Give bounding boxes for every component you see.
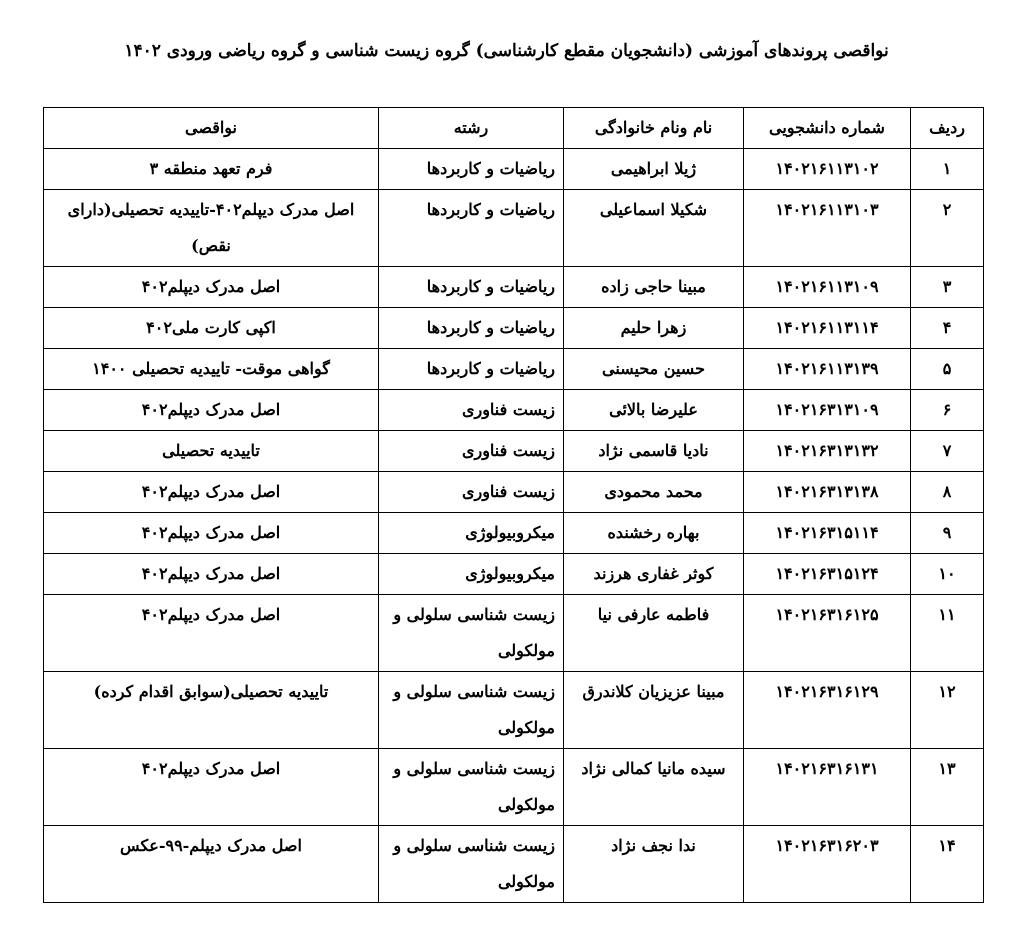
cell-student-id: ۱۴۰۲۱۶۱۱۳۱۳۹ — [744, 349, 911, 390]
cell-issue: تاییدیه تحصیلی — [44, 431, 379, 472]
cell-student-id: ۱۴۰۲۱۶۳۱۶۱۳۱ — [744, 749, 911, 826]
cell-issue: گواهی موقت- تاییدیه تحصیلی ۱۴۰۰ — [44, 349, 379, 390]
cell-student-id: ۱۴۰۲۱۶۳۱۳۱۳۸ — [744, 472, 911, 513]
table-row — [44, 513, 984, 554]
cell-student-id: ۱۴۰۲۱۶۳۱۳۱۰۹ — [744, 390, 911, 431]
cell-name: ندا نجف نژاد — [564, 826, 744, 903]
cell-issue: اصل مدرک دیپلم۴۰۲ — [44, 390, 379, 431]
cell-name: بهاره رخشنده — [564, 513, 744, 554]
cell-row-number: ۱۳ — [911, 749, 984, 826]
cell-major: زیست فناوری — [379, 390, 564, 431]
cell-name: نادیا قاسمی نژاد — [564, 431, 744, 472]
cell-issue: اصل مدرک دیپلم-۹۹-عکس — [44, 826, 379, 903]
cell-name: حسین محیسنی — [564, 349, 744, 390]
cell-major: زیست فناوری — [379, 431, 564, 472]
deficiencies-table — [43, 107, 984, 903]
cell-major: زیست فناوری — [379, 472, 564, 513]
cell-student-id: ۱۴۰۲۱۶۱۱۳۱۰۹ — [744, 267, 911, 308]
table-row — [44, 554, 984, 595]
cell-student-id: ۱۴۰۲۱۶۳۱۳۱۳۲ — [744, 431, 911, 472]
table-row — [44, 749, 984, 826]
cell-name: علیرضا بالائی — [564, 390, 744, 431]
table-row — [44, 267, 984, 308]
cell-row-number: ۱ — [911, 149, 984, 190]
cell-student-id: ۱۴۰۲۱۶۱۱۳۱۱۴ — [744, 308, 911, 349]
cell-major: ریاضیات و کاربردها — [379, 308, 564, 349]
table-row — [44, 349, 984, 390]
cell-name: مبینا حاجی زاده — [564, 267, 744, 308]
cell-student-id: ۱۴۰۲۱۶۳۱۶۲۰۳ — [744, 826, 911, 903]
cell-major: زیست شناسی سلولی و مولکولی — [379, 826, 564, 903]
cell-major: ریاضیات و کاربردها — [379, 349, 564, 390]
cell-row-number: ۵ — [911, 349, 984, 390]
table-row — [44, 149, 984, 190]
table-row — [44, 826, 984, 903]
cell-name: سیده مانیا کمالی نژاد — [564, 749, 744, 826]
cell-student-id: ۱۴۰۲۱۶۳۱۶۱۲۹ — [744, 672, 911, 749]
cell-row-number: ۱۴ — [911, 826, 984, 903]
cell-major: میکروبیولوژی — [379, 513, 564, 554]
table-row — [44, 472, 984, 513]
cell-issue: اصل مدرک دیپلم۴۰۲ — [44, 472, 379, 513]
cell-issue: اصل مدرک دیپلم۴۰۲ — [44, 595, 379, 672]
table-row — [44, 190, 984, 267]
cell-student-id: ۱۴۰۲۱۶۳۱۵۱۲۴ — [744, 554, 911, 595]
cell-row-number: ۹ — [911, 513, 984, 554]
cell-major: زیست شناسی سلولی و مولکولی — [379, 749, 564, 826]
cell-name: ژیلا ابراهیمی — [564, 149, 744, 190]
cell-issue: اصل مدرک دیپلم۴۰۲ — [44, 749, 379, 826]
cell-major: ریاضیات و کاربردها — [379, 149, 564, 190]
cell-row-number: ۱۰ — [911, 554, 984, 595]
document-title: نواقصی پروندهای آموزشی (دانشجویان مقطع کارشناسی) گروه زیست شناسی و گروه ریاضی ورودی ۱۴۰۲ — [124, 41, 889, 61]
table-row — [44, 431, 984, 472]
table-row — [44, 595, 984, 672]
cell-row-number: ۴ — [911, 308, 984, 349]
header-name: نام ونام خانوادگی — [564, 108, 744, 149]
table-row — [44, 672, 984, 749]
cell-name: زهرا حلیم — [564, 308, 744, 349]
cell-row-number: ۱۲ — [911, 672, 984, 749]
cell-issue: اصل مدرک دیپلم۴۰۲ — [44, 554, 379, 595]
cell-row-number: ۱۱ — [911, 595, 984, 672]
header-row-number: ردیف — [911, 108, 984, 149]
cell-row-number: ۷ — [911, 431, 984, 472]
table-row — [44, 308, 984, 349]
cell-name: محمد محمودی — [564, 472, 744, 513]
cell-major: میکروبیولوژی — [379, 554, 564, 595]
table-row — [44, 390, 984, 431]
cell-major: ریاضیات و کاربردها — [379, 267, 564, 308]
cell-major: زیست شناسی سلولی و مولکولی — [379, 672, 564, 749]
cell-issue: اصل مدرک دیپلم۴۰۲ — [44, 267, 379, 308]
cell-name: شکیلا اسماعیلی — [564, 190, 744, 267]
cell-student-id: ۱۴۰۲۱۶۱۱۳۱۰۲ — [744, 149, 911, 190]
cell-row-number: ۲ — [911, 190, 984, 267]
cell-issue: تاییدیه تحصیلی(سوابق اقدام کرده) — [44, 672, 379, 749]
cell-row-number: ۸ — [911, 472, 984, 513]
cell-student-id: ۱۴۰۲۱۶۱۱۳۱۰۳ — [744, 190, 911, 267]
table-header-row — [44, 108, 984, 149]
cell-name: فاطمه عارفی نیا — [564, 595, 744, 672]
header-major: رشته — [379, 108, 564, 149]
cell-student-id: ۱۴۰۲۱۶۳۱۵۱۱۴ — [744, 513, 911, 554]
cell-issue: اصل مدرک دیپلم۴۰۲ — [44, 513, 379, 554]
header-issue: نواقصی — [44, 108, 379, 149]
cell-issue: اصل مدرک دیپلم۴۰۲-تاییدیه تحصیلی(دارای نقص) — [44, 190, 379, 267]
cell-issue: فرم تعهد منطقه ۳ — [44, 149, 379, 190]
cell-row-number: ۶ — [911, 390, 984, 431]
cell-row-number: ۳ — [911, 267, 984, 308]
cell-issue: اکپی کارت ملی۴۰۲ — [44, 308, 379, 349]
cell-student-id: ۱۴۰۲۱۶۳۱۶۱۲۵ — [744, 595, 911, 672]
header-student-id: شماره دانشجویی — [744, 108, 911, 149]
cell-major: ریاضیات و کاربردها — [379, 190, 564, 267]
cell-name: کوثر غفاری هرزند — [564, 554, 744, 595]
cell-major: زیست شناسی سلولی و مولکولی — [379, 595, 564, 672]
cell-name: مبینا عزیزیان کلاندرق — [564, 672, 744, 749]
